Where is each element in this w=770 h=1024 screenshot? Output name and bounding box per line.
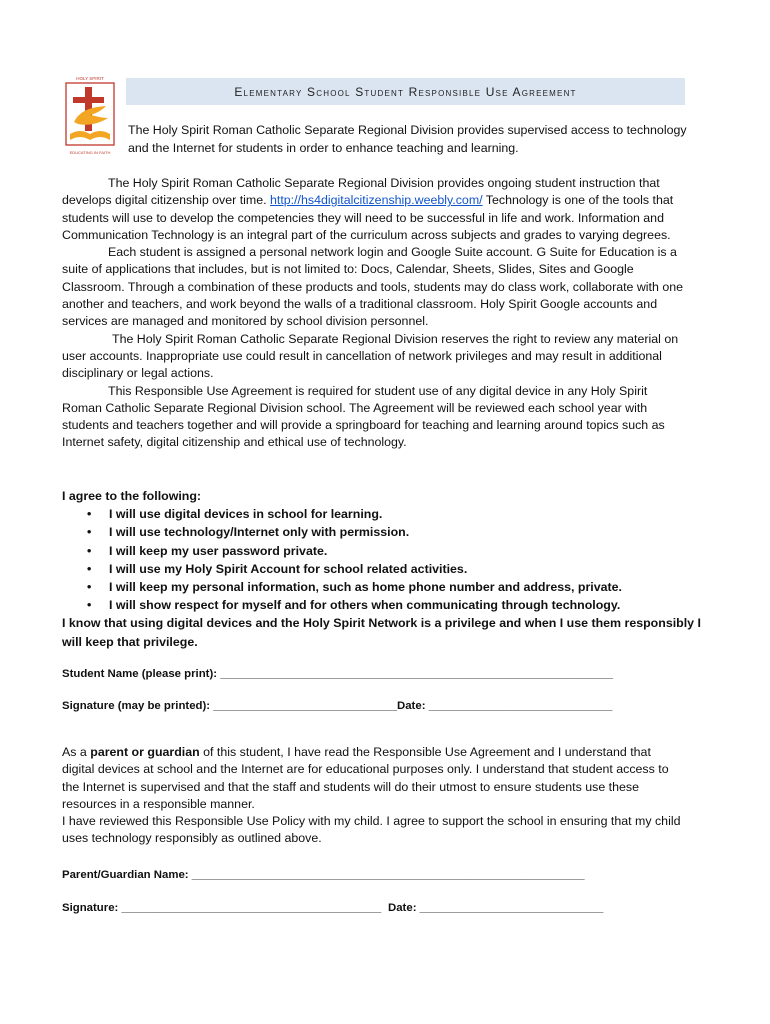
agreement-item bbox=[62, 596, 702, 614]
digital-citizenship-link[interactable]: http://hs4digitalcitizenship.weebly.com/ bbox=[270, 193, 483, 208]
parent-date-label: Date: bbox=[388, 902, 420, 914]
agreement-list bbox=[62, 505, 702, 614]
parent-or-guardian-emphasis: parent or guardian bbox=[90, 745, 200, 759]
agreement-heading: I agree to the following: bbox=[62, 489, 202, 503]
bullet: • bbox=[87, 507, 92, 522]
title-bar bbox=[126, 78, 685, 105]
student-date-field[interactable] bbox=[397, 700, 612, 712]
bullet: • bbox=[87, 561, 92, 576]
bullet: • bbox=[87, 543, 92, 558]
parent-text-end: of this student, I have read the Responsible Use Agreement and I understand that digital devices at school and the Internet are for educational purposes only. I understand that student access to the Internet is supervised and that the staff and students will do their utmost to ensure students use these resources in a responsible manner. bbox=[62, 745, 669, 811]
parent-section bbox=[62, 744, 684, 848]
agreement-section bbox=[62, 487, 702, 651]
parent-signature-label: Signature: bbox=[62, 902, 122, 914]
policy-body bbox=[62, 175, 684, 452]
agreement-item-text: I will use digital devices in school for learning. bbox=[109, 507, 383, 522]
parent-name-field[interactable] bbox=[62, 869, 585, 881]
bullet: • bbox=[87, 580, 92, 595]
agreement-item-text: I will keep my user password private. bbox=[109, 543, 328, 558]
parent-paragraph-2: I have reviewed this Responsible Use Policy with my child. I agree to support the school in ensuring that my child uses technology responsibly as outlined above. bbox=[62, 814, 681, 846]
agreement-item bbox=[62, 523, 702, 541]
intro-paragraph: The Holy Spirit Roman Catholic Separate Regional Division provides supervised access to technology and the Internet for students in order to enhance teaching and learning. bbox=[128, 123, 687, 155]
holy-spirit-logo-icon bbox=[62, 74, 118, 158]
student-name-field[interactable] bbox=[62, 668, 613, 680]
policy-paragraph-4: This Responsible Use Agreement is required for student use of any digital device in any Holy Spirit Roman Catholic Separate Regional Division school. The Agreement will be reviewed each school year with students and teachers together and will provide a springboard for teaching and learning around topics such as Internet safety, digital citizenship and ethical use of technology. bbox=[62, 383, 665, 450]
student-signature-line[interactable]: _____________________________ bbox=[213, 700, 397, 712]
student-name-line[interactable]: ______________________________________________________________ bbox=[220, 668, 614, 680]
parent-signature-line[interactable]: _________________________________________ bbox=[121, 902, 382, 914]
agreement-item bbox=[62, 560, 702, 578]
paragraph-1-text-end: Technology is one of the tools that students will use to develop the competencies they will need to be successful in life and work. Information and Communication Technology is an integral part of the curriculum across subjects and grades to varying degrees. bbox=[62, 193, 674, 242]
agreement-item bbox=[62, 578, 702, 596]
agreement-item bbox=[62, 542, 702, 560]
student-signature-label: Signature (may be printed): bbox=[62, 700, 214, 712]
agreement-closing: I know that using digital devices and the Holy Spirit Network is a privilege and when I use them responsibly I will keep that privilege. bbox=[62, 616, 701, 649]
agreement-item-text: I will use my Holy Spirit Account for school related activities. bbox=[109, 561, 468, 576]
paragraph-1-text-start: The Holy Spirit Roman Catholic Separate Regional Division provides ongoing student instruction that develops digital citizenship over time. bbox=[62, 176, 660, 208]
student-name-label: Student Name (please print): bbox=[62, 668, 221, 680]
page-title: Elementary School Student Responsible Use Agreement bbox=[234, 84, 577, 99]
parent-date-field[interactable] bbox=[388, 902, 603, 914]
agreement-item-text: I will keep my personal information, such as home phone number and address, private. bbox=[109, 580, 622, 595]
policy-paragraph-3: The Holy Spirit Roman Catholic Separate Regional Division reserves the right to review any material on user accounts. Inappropriate use could result in cancellation of network privileges and may result in additional disciplinary or legal actions. bbox=[62, 331, 679, 381]
parent-date-line[interactable]: _____________________________ bbox=[419, 902, 604, 914]
logo-bottom-text: EDUCATING IN FAITH bbox=[69, 150, 111, 155]
parent-text-start: As a bbox=[62, 745, 91, 759]
student-date-line[interactable]: _____________________________ bbox=[428, 700, 613, 712]
parent-name-label: Parent/Guardian Name: bbox=[62, 869, 192, 881]
parent-paragraph-1 bbox=[62, 744, 684, 813]
agreement-item bbox=[62, 505, 702, 523]
bullet: • bbox=[87, 598, 92, 613]
parent-name-line[interactable]: ______________________________________________________________ bbox=[191, 869, 585, 881]
logo-top-text: HOLY SPIRIT bbox=[76, 76, 104, 81]
bullet: • bbox=[87, 525, 92, 540]
student-date-label: Date: bbox=[397, 700, 429, 712]
policy-paragraph-2: Each student is assigned a personal network login and Google Suite account. G Suite for Education is a suite of applications that includes, but is not limited to: Docs, Calendar, Sheets, Slides, Sites and Google Classroom. Through a combination of these products and tools, students may do class work, collaborate with one another and teachers, and work beyond the walls of a traditional classroom. Holy Spirit Google accounts and services are managed and monitored by school division personnel. bbox=[62, 245, 684, 329]
student-signature-field[interactable] bbox=[62, 700, 397, 712]
agreement-item-text: I will use technology/Internet only with permission. bbox=[109, 525, 410, 540]
agreement-item-text: I will show respect for myself and for others when communicating through technology. bbox=[109, 598, 621, 613]
parent-signature-field[interactable] bbox=[62, 902, 381, 914]
policy-paragraph-1 bbox=[62, 175, 684, 244]
